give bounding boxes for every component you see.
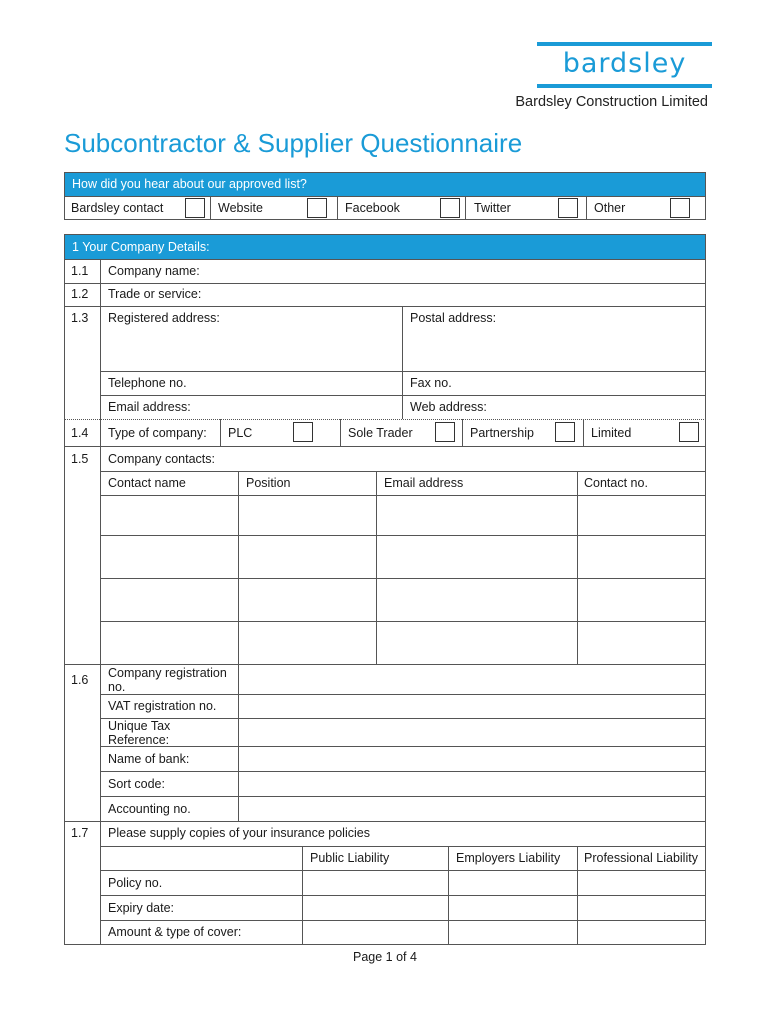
vat-label: VAT registration no. — [108, 699, 217, 713]
row-divider — [64, 821, 706, 822]
company-type-option: Partnership — [470, 426, 534, 440]
checkbox-partnership[interactable] — [555, 422, 575, 442]
checkbox-twitter[interactable] — [558, 198, 578, 218]
bank-label: Name of bank: — [108, 752, 190, 766]
postal-address-field[interactable] — [403, 330, 704, 370]
amount-cover-fields[interactable] — [303, 921, 704, 944]
contact-row[interactable] — [101, 622, 704, 663]
trade-field[interactable] — [212, 284, 704, 306]
row-number: 1.4 — [71, 426, 89, 440]
company-registration-label: Company registration no. — [108, 666, 227, 694]
contact-row[interactable] — [101, 536, 704, 577]
company-type-option: Limited — [591, 426, 632, 440]
policy-no-fields[interactable] — [303, 871, 704, 894]
checkbox-facebook[interactable] — [440, 198, 460, 218]
row-divider — [64, 446, 706, 447]
row-divider — [64, 306, 706, 307]
row-divider — [64, 419, 706, 420]
row-divider — [100, 471, 706, 472]
contact-row[interactable] — [101, 579, 704, 620]
contacts-column-header: Contact name — [108, 476, 186, 490]
checkbox-limited[interactable] — [679, 422, 699, 442]
row-number: 1.2 — [71, 287, 89, 301]
web-label: Web address: — [410, 400, 487, 414]
insurance-column-header: Public Liability — [310, 851, 390, 865]
hear-option-label: Other — [594, 201, 626, 215]
checkbox-website[interactable] — [307, 198, 327, 218]
bank-field[interactable] — [239, 747, 704, 770]
row-divider — [100, 371, 706, 372]
divider — [583, 419, 584, 446]
row-number: 1.6 — [71, 673, 89, 687]
company-type-option: PLC — [228, 426, 253, 440]
section1-heading: 1 Your Company Details: — [72, 240, 210, 254]
divider — [465, 196, 466, 220]
company-type-option: Sole Trader — [348, 426, 413, 440]
sort-code-field[interactable] — [239, 772, 704, 795]
account-field[interactable] — [239, 797, 704, 820]
vat-field[interactable] — [239, 695, 704, 717]
divider — [462, 419, 463, 446]
divider — [337, 196, 338, 220]
contacts-column-header: Email address — [384, 476, 464, 490]
company-type-label: Type of company: — [108, 426, 207, 440]
row-number: 1.5 — [71, 452, 89, 466]
hear-option-label: Website — [218, 201, 263, 215]
utr-field[interactable] — [239, 719, 704, 745]
company-contacts-label: Company contacts: — [108, 452, 215, 466]
company-registration-field[interactable] — [239, 665, 704, 693]
postal-address-label: Postal address: — [410, 311, 497, 325]
hear-header — [64, 172, 706, 197]
bardsley-logo — [537, 42, 712, 88]
policy-no-label: Policy no. — [108, 876, 163, 890]
company-name: Bardsley Construction Limited — [515, 94, 708, 110]
row-number: 1.1 — [71, 264, 89, 278]
hear-option-label: Bardsley contact — [71, 201, 164, 215]
row-divider — [100, 846, 706, 847]
company-name-label: Company name: — [108, 264, 200, 278]
telephone-label: Telephone no. — [108, 376, 187, 390]
trade-label: Trade or service: — [108, 287, 202, 301]
row-divider — [100, 395, 706, 396]
checkbox-plc[interactable] — [293, 422, 313, 442]
divider — [340, 419, 341, 446]
amount-cover-label: Amount & type of cover: — [108, 925, 242, 939]
account-label: Accounting no. — [108, 802, 191, 816]
section1-header — [64, 234, 706, 260]
checkbox-bardsley-contact[interactable] — [185, 198, 205, 218]
row-number: 1.7 — [71, 826, 89, 840]
hear-option-label: Twitter — [474, 201, 511, 215]
contact-row[interactable] — [101, 496, 704, 534]
logo-wordmark: bardsley — [562, 48, 687, 79]
divider — [586, 196, 587, 220]
page-number: Page 1 of 4 — [353, 950, 417, 964]
expiry-date-fields[interactable] — [303, 896, 704, 919]
hear-question: How did you hear about our approved list? — [72, 177, 307, 191]
insurance-column-header: Professional Liability — [584, 851, 698, 865]
logo-bottom-bar — [537, 84, 712, 88]
checkbox-sole-trader[interactable] — [435, 422, 455, 442]
divider — [220, 419, 221, 446]
utr-label: Unique Tax Reference: — [108, 719, 171, 747]
divider — [210, 196, 211, 220]
email-label: Email address: — [108, 400, 191, 414]
registered-address-field[interactable] — [101, 330, 401, 370]
insurance-label: Please supply copies of your insurance policies — [108, 826, 370, 840]
fax-label: Fax no. — [410, 376, 452, 390]
registered-address-label: Registered address: — [108, 311, 220, 325]
company-name-field[interactable] — [210, 260, 704, 282]
sort-code-label: Sort code: — [108, 777, 165, 791]
insurance-column-header: Employers Liability — [456, 851, 561, 865]
checkbox-other[interactable] — [670, 198, 690, 218]
page-title: Subcontractor & Supplier Questionnaire — [64, 128, 523, 158]
contacts-column-header: Contact no. — [584, 476, 648, 490]
contacts-column-header: Position — [246, 476, 291, 490]
hear-option-label: Facebook — [345, 201, 400, 215]
row-number: 1.3 — [71, 311, 89, 325]
expiry-date-label: Expiry date: — [108, 901, 175, 915]
logo-top-bar — [537, 42, 712, 46]
